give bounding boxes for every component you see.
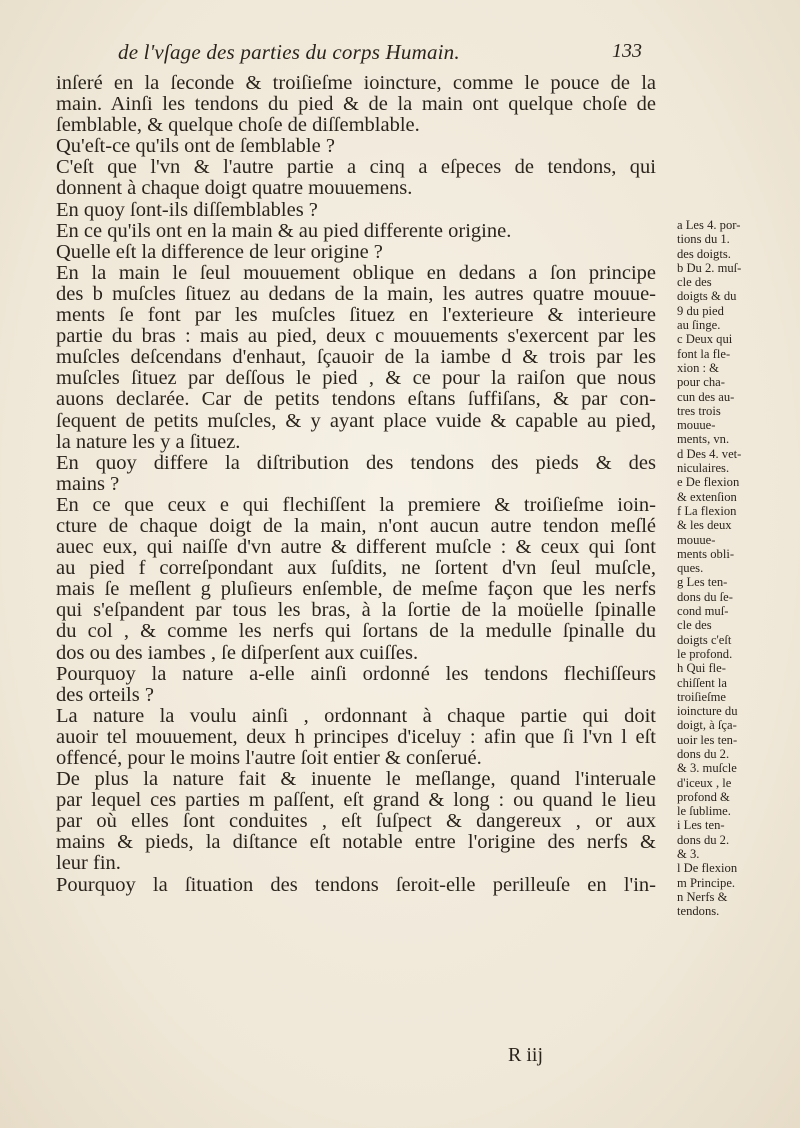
text-line: par où elles ſont conduites , eſt ſuſpect & dangereux , or aux — [56, 810, 656, 833]
page-number: 133 — [612, 40, 642, 62]
text-line: main. Ainſi les tendons du pied & de la main ont quelque choſe de — [56, 93, 656, 116]
margin-note-line: m Principe. — [677, 875, 736, 890]
margin-note-line: f La flexion — [677, 503, 737, 518]
text-line: Pourquoy la nature a-elle ainſi ordonné les tendons flechiſſeurs — [56, 662, 656, 685]
margin-note-line: cond muſ- — [677, 604, 729, 619]
margin-note-line: & extenſion — [677, 489, 737, 504]
margin-note-line: i Les ten- — [677, 818, 725, 833]
text-line: du col , & comme les nerfs qui ſortans de la medulle ſpinalle du — [56, 620, 656, 643]
margin-note-line: chiſſent la — [677, 675, 728, 690]
text-line: Pourquoy la ſituation des tendons ſeroit-elle perilleuſe en l'in- — [56, 873, 656, 896]
margin-note-line: l De flexion — [677, 861, 738, 876]
margin-note-line: & 3. — [677, 847, 700, 862]
margin-note-line: h Qui fle- — [677, 661, 726, 676]
margin-note-line: d'iceux , le — [677, 775, 732, 790]
margin-note-line: tions du 1. — [677, 232, 730, 247]
signature-mark: R iij — [508, 1044, 544, 1066]
text-line: auons declarée. Car de petits tendons eſtans ſuffiſans, & par con- — [56, 388, 656, 411]
margin-note-line: b Du 2. muſ- — [677, 260, 742, 275]
margin-note-line: dons du 2. — [677, 746, 730, 761]
text-line: Qu'eſt-ce qu'ils ont de ſemblable ? — [56, 135, 335, 158]
text-line: En quoy differe la diſtribution des tendons des pieds & des — [56, 451, 656, 474]
text-line: au pied f correſpondant aux ſuſdits, ne ſortent d'vn ſeul muſcle, — [56, 557, 656, 580]
margin-note-line: doigt, à ſça- — [677, 718, 737, 733]
margin-note-line: ments obli- — [677, 546, 735, 561]
margin-note-line: doigts & du — [677, 289, 737, 304]
margin-note-line: font la fle- — [677, 346, 731, 361]
text-line: dos ou des iambes , ſe diſperſent aux cuiſſes. — [56, 641, 419, 664]
margin-note-line: cle des — [677, 275, 712, 290]
text-line: donnent à chaque doigt quatre mouuemens. — [56, 177, 413, 200]
margin-note-line: ments, vn. — [677, 432, 730, 447]
text-line: inſeré en la ſeconde & troiſieſme ioincture, comme le pouce de la — [56, 72, 656, 94]
text-line: De plus la nature fait & inuente le meſlange, quand l'interuale — [56, 768, 656, 791]
margin-note-line: pour cha- — [677, 375, 725, 390]
text-line: auec eux, qui naiſſe d'vn autre & different muſcle : & ceux qui ſont — [56, 536, 656, 559]
margin-note-line: a Les 4. por- — [677, 218, 741, 232]
main-text-block — [56, 73, 656, 896]
text-line: mains & pieds, la diſtance eſt notable entre l'origine des nerfs & — [56, 831, 656, 854]
margin-note-line: 9 du pied — [677, 303, 724, 318]
text-line: la nature les y a ſituez. — [56, 430, 241, 453]
margin-note-line: mouue- — [677, 532, 716, 547]
margin-note-line: profond & — [677, 789, 730, 804]
margin-notes — [677, 218, 795, 919]
margin-note-line: g Les ten- — [677, 575, 728, 590]
text-line: offencé, pour le moins l'autre ſoit entier & conſerué. — [56, 747, 482, 769]
margin-note-line: d Des 4. vet- — [677, 446, 742, 461]
margin-note-line: cun des au- — [677, 389, 735, 404]
margin-note-line: tres trois — [677, 403, 721, 418]
text-line: muſcles ſituez par deſſous le pied , & ce pour la raiſon que nous — [56, 367, 656, 390]
text-line: cture de chaque doigt de la main, n'ont aucun autre tendon meſlé — [56, 514, 656, 537]
margin-note-line: mouue- — [677, 418, 716, 433]
text-line: En quoy ſont-ils diſſemblables ? — [56, 198, 318, 221]
margin-note-line: dons du ſe- — [677, 589, 733, 604]
text-line: La nature la voulu ainſi , ordonnant à chaque partie qui doit — [56, 704, 656, 727]
margin-note-line: tendons. — [677, 904, 720, 919]
margin-note-line: niculaires. — [677, 461, 730, 476]
text-line: C'eſt que l'vn & l'autre partie a cinq a eſpeces de tendons, qui — [56, 156, 656, 179]
margin-note-line: c Deux qui — [677, 332, 733, 347]
margin-note-line: e De flexion — [677, 475, 740, 490]
text-line: ments ſe font par les muſcles ſituez en l'exterieure & interieure — [56, 304, 656, 327]
margin-note-line: & 3. muſcle — [677, 761, 737, 776]
margin-note-line: uoir les ten- — [677, 732, 738, 747]
text-line: En ce qu'ils ont en la main & au pied differente origine. — [56, 219, 512, 242]
text-line: mais ſe meſlent g pluſieurs enſemble, de meſme façon que les nerfs — [56, 578, 656, 601]
text-line: Quelle eſt la difference de leur origine ? — [56, 240, 383, 263]
text-line: ſemblable, & quelque choſe de diſſemblable. — [56, 114, 420, 137]
margin-note-line: le ſublime. — [677, 804, 731, 819]
text-line: des orteils ? — [56, 683, 154, 706]
margin-note-line: doigts c'eſt — [677, 632, 732, 647]
text-line: partie du bras : mais au pied, deux c mouuements s'exercent par les — [56, 325, 656, 348]
text-line: mains ? — [56, 472, 120, 495]
text-line: par lequel ces parties m paſſent, eſt grand & long : ou quand le lieu — [56, 789, 656, 812]
running-title: de l'vſage des parties du corps Humain. — [118, 40, 460, 64]
margin-note-line: troiſieſme — [677, 689, 726, 704]
margin-note-line: xion : & — [677, 360, 719, 375]
margin-note-line: des doigts. — [677, 246, 731, 261]
text-line: des b muſcles ſituez au dedans de la main, les autres quatre mouue- — [56, 282, 656, 305]
text-line: ſequent de petits muſcles, & y ayant place vuide & capable au pied, — [56, 409, 656, 432]
text-line: leur fin. — [56, 852, 121, 875]
text-line: auoir tel mouuement, deux h principes d'iceluy : afin que ſi l'vn l eſt — [56, 725, 656, 748]
margin-note-line: dons du 2. — [677, 832, 730, 847]
margin-note-line: ques. — [677, 561, 704, 576]
margin-note-line: ioincture du — [677, 704, 738, 719]
margin-note-line: le profond. — [677, 646, 733, 661]
text-line: En la main le ſeul mouuement oblique en dedans a ſon principe — [56, 261, 656, 284]
text-line: qui s'eſpandent par tous les bras, à la ſortie de la moüelle ſpinalle — [56, 599, 656, 622]
margin-note-line: n Nerfs & — [677, 889, 728, 904]
text-line: muſcles deſcendans d'enhaut, ſçauoir de la iambe d & trois par les — [56, 346, 656, 369]
margin-note-line: au ſinge. — [677, 318, 721, 333]
text-line: En ce que ceux e qui flechiſſent la premiere & troiſieſme ioin- — [56, 493, 656, 516]
margin-note-line: & les deux — [677, 518, 732, 533]
margin-note-line: cle des — [677, 618, 712, 633]
